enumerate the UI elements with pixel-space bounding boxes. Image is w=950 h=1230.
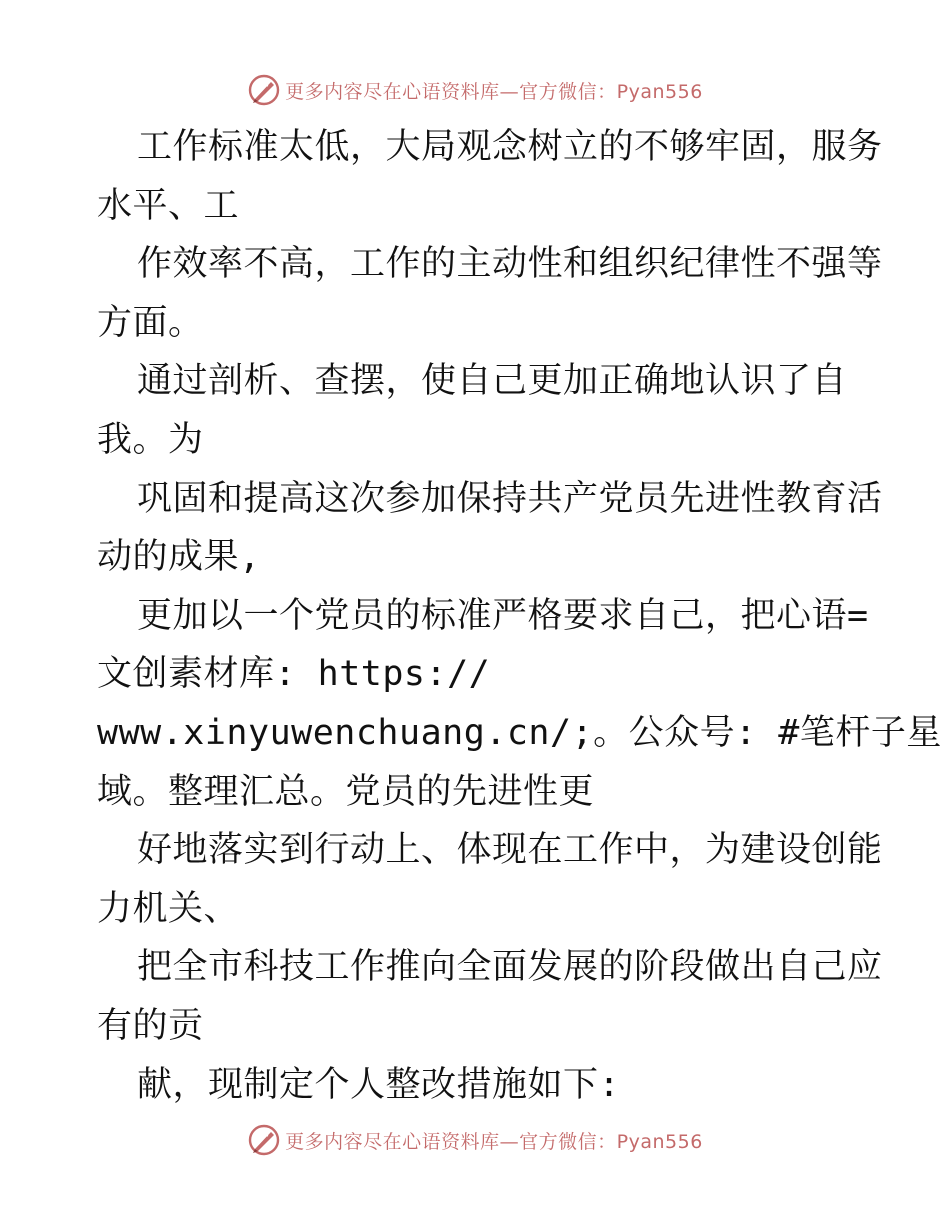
watermark-footer — [0, 1120, 950, 1160]
quill-pen-logo-icon — [247, 73, 281, 107]
body-text-line: 域。整理汇总。党员的先进性更 — [97, 771, 595, 812]
watermark-header — [0, 70, 950, 110]
body-text-line: 有的贡 — [97, 1005, 204, 1046]
watermark-text: 更多内容尽在心语资料库—官方微信： — [285, 1130, 617, 1153]
body-text-line: 更加以一个党员的标准严格要求自己，把心语= — [137, 595, 869, 636]
body-text-line: 好地落实到行动上、体现在工作中，为建设创能 — [137, 830, 883, 871]
body-text-line: 文创素材库: https:// — [97, 654, 491, 695]
body-text-line: 献，现制定个人整改措施如下: — [137, 1064, 621, 1105]
body-text-line: 巩固和提高这次参加保持共产党员先进性教育活 — [137, 478, 883, 519]
watermark-text: 更多内容尽在心语资料库—官方微信： — [285, 80, 617, 103]
body-text-line: 工作标准太低，大局观念树立的不够牢固，服务 — [137, 127, 883, 167]
body-text-line: 通过剖析、查摆，使自己更加正确地认识了自 — [137, 361, 848, 402]
quill-pen-logo-icon — [247, 1123, 281, 1157]
body-text-line: 力机关、 — [97, 888, 240, 929]
body-text-line: 水平、工 — [97, 185, 240, 226]
body-text-line: 作效率不高，工作的主动性和组织纪律性不强等 — [137, 244, 883, 285]
document-body — [97, 118, 942, 1114]
body-text-line: www.xinyuwenchuang.cn/;。公众号: #笔杆子星 — [97, 712, 942, 753]
body-text-line: 我。为 — [97, 419, 204, 460]
watermark-code: Pyan556 — [616, 1130, 703, 1153]
body-text-line: 方面。 — [97, 302, 204, 343]
body-text-line: 把全市科技工作推向全面发展的阶段做出自己应 — [137, 947, 883, 988]
body-text-line: 动的成果, — [97, 537, 261, 578]
watermark-code: Pyan556 — [616, 80, 703, 103]
